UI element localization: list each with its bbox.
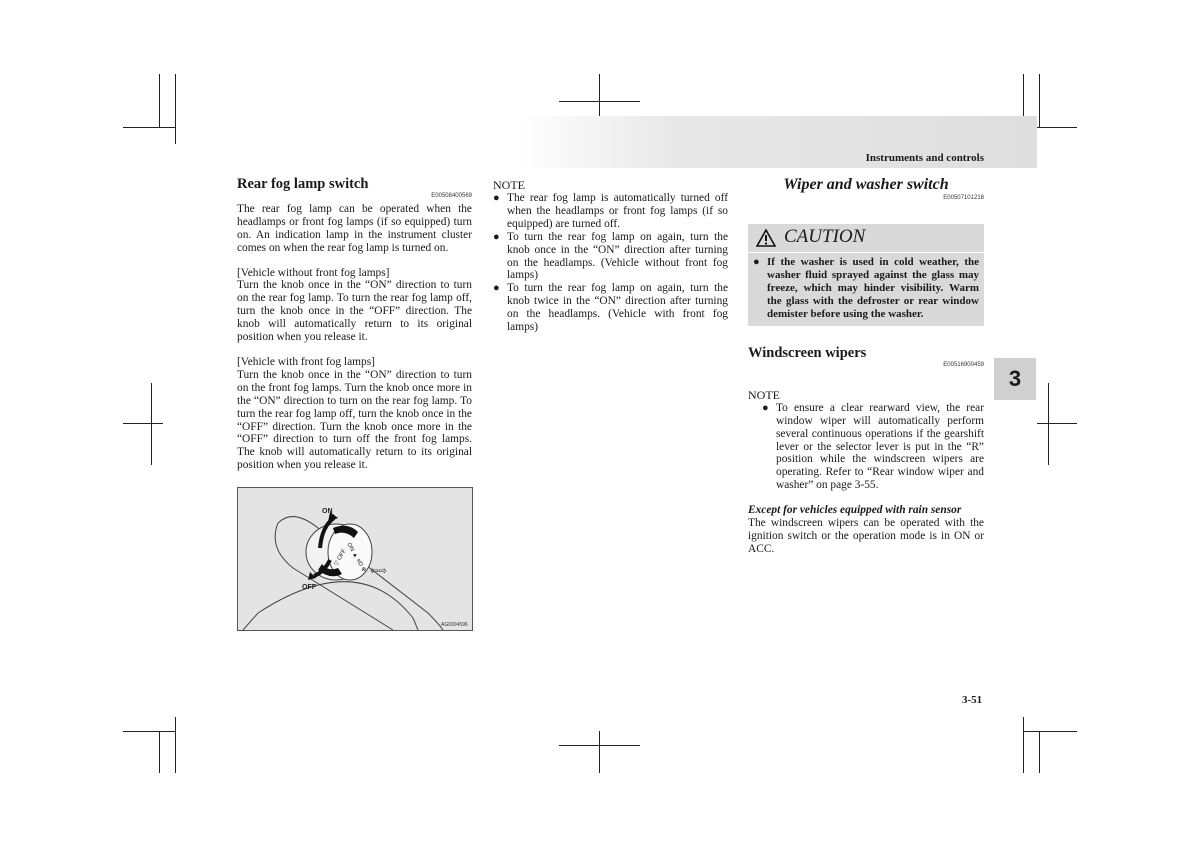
switch-drawing: [238, 488, 472, 630]
section-code: E00507101218: [943, 195, 984, 201]
bullet-icon: ●: [753, 255, 760, 268]
label-on: ON: [322, 508, 333, 515]
caution-box: [748, 224, 984, 326]
note-item-text: To turn the rear fog lamp on again, turn the knob once in the “ON” direction after turning on the headlamps. (Vehicle without front fog lamps): [507, 230, 728, 282]
caution-header: [748, 224, 984, 253]
note-item-text: To turn the rear fog lamp on again, turn the knob twice in the “ON” direction after turning on the headlamps. (Vehicle with front fog lamps): [507, 282, 728, 334]
caution-text: If the washer is used in cold weather, the washer fluid sprayed against the glass may freeze, which may hinder visibility. Warm the glass with the defroster or rear window demister before using the washer.: [767, 255, 979, 320]
heading-wiper-washer-switch: Wiper and washer switch: [783, 176, 949, 193]
fog-lamp-switch-illustration: [237, 487, 473, 631]
except-heading: Except for vehicles equipped with rain sensor: [748, 504, 962, 517]
knob-symbols: ON ▲ ≡D ⊕: [345, 542, 367, 574]
label-off: OFF: [302, 584, 316, 591]
intro-paragraph: The rear fog lamp can be operated when the headlamps or front fog lamps (if so equipped) turn on. An indication lamp in the instrument cluster comes on when the rear fog lamp is turned on.: [237, 202, 472, 254]
note-item: [748, 402, 984, 492]
chapter-tab: 3: [994, 358, 1036, 400]
note-item-text: To ensure a clear rearward view, the rear window wiper will automatically perform several continuous operations if the gearshift lever or the selector lever is put in the “R” position while the windscreen wipers are operating. Refer to “Rear window wiper and washer” on page 3-55.: [776, 401, 984, 492]
middle-column: [493, 178, 728, 334]
note-item-text: The rear fog lamp is automatically turned off when the headlamps or front fog lamps (if so equipped) are turned off.: [507, 192, 728, 230]
svg-text:▽ OFF: ▽ OFF: [333, 548, 348, 567]
section-code: E00508400569: [431, 193, 472, 199]
bullet-icon: ●: [493, 230, 500, 243]
figure-code: AG0004596: [441, 622, 468, 628]
left-column: [237, 176, 472, 472]
note-item: [493, 282, 728, 334]
caution-body: [748, 253, 984, 326]
block-with-front-fog: [237, 356, 472, 472]
caution-item: [753, 256, 979, 321]
note-label: NOTE: [493, 178, 525, 192]
note-item: [493, 231, 728, 283]
warning-triangle-icon: [756, 229, 776, 247]
block-title: [Vehicle without front fog lamps]: [237, 266, 390, 279]
page-number: 3-51: [962, 694, 983, 706]
bullet-icon: ●: [493, 282, 500, 295]
bullet-icon: ●: [493, 192, 500, 204]
subheading-windscreen-wipers: Windscreen wipers: [748, 344, 867, 361]
block-title: [Vehicle with front fog lamps]: [237, 355, 375, 368]
block-text: Turn the knob once in the “ON” direction to turn on the front fog lamps. Turn the knob once more in the “ON” direction to turn on the rear fog lamp. To turn the rear fog lamp off, turn the knob once in the “OFF” direction. Turn the knob once more in the “OFF” direction to turn off the front fog lamps. The knob will automatically return to its original position when you release it.: [237, 368, 472, 472]
fog-lamp-icon: ⇦⇨: [370, 566, 387, 577]
right-column: [748, 176, 984, 556]
note-item: [493, 192, 728, 231]
caution-title: CAUTION: [784, 226, 866, 248]
note-label: NOTE: [748, 387, 780, 402]
block-text: Turn the knob once in the “ON” direction to turn on the rear fog lamp. To turn the rear fog lamp off, turn the knob once in the “OFF” direction. The knob will automatically return to its original position when you release it.: [237, 279, 472, 344]
except-text: The windscreen wipers can be operated with the ignition switch or the operation mode is in ON or ACC.: [748, 517, 984, 555]
heading-rear-fog-lamp-switch: Rear fog lamp switch: [237, 176, 369, 192]
block-without-front-fog: [237, 267, 472, 344]
subsection-code: E00516900459: [943, 361, 984, 368]
section-title: Instruments and controls: [865, 152, 984, 164]
bullet-icon: ●: [762, 401, 769, 414]
